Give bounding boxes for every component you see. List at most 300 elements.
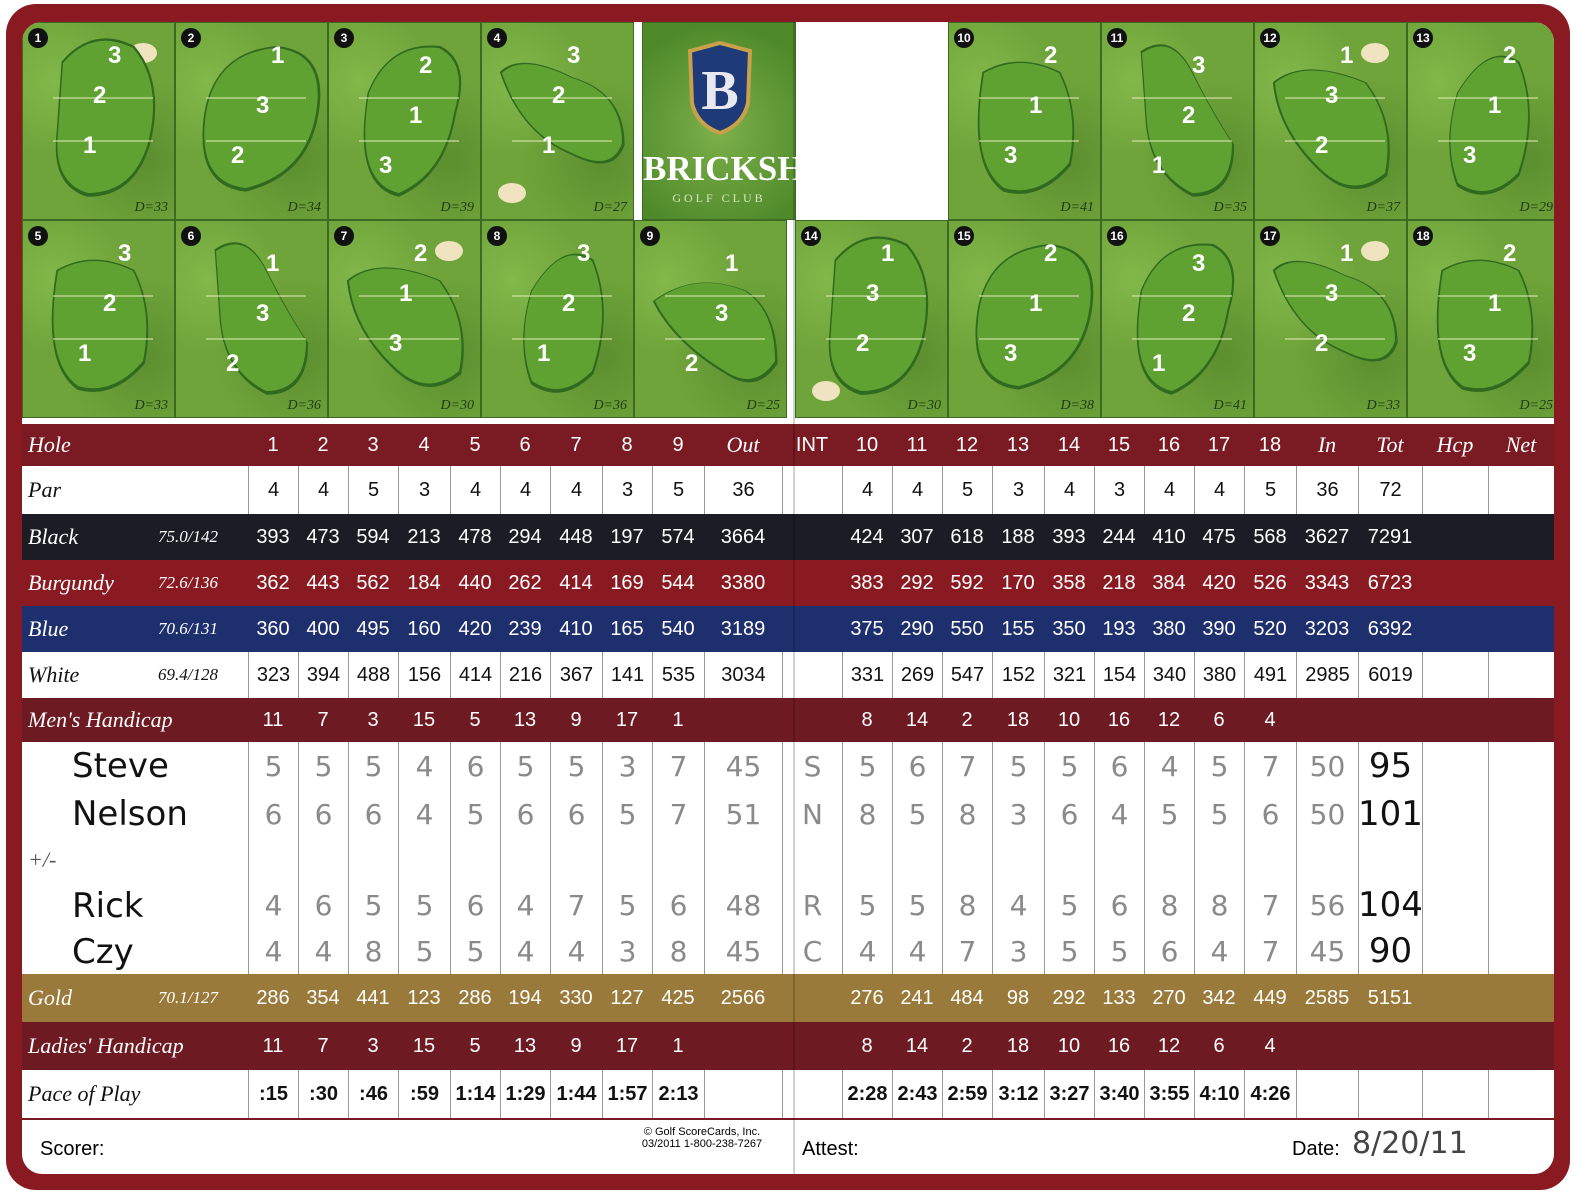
score-cell — [1358, 838, 1422, 882]
pace-of-play-row — [22, 1070, 1554, 1118]
score-cell: 1 — [672, 1034, 684, 1057]
club-subtitle: GOLF CLUB — [672, 191, 766, 205]
score-cell: 10 — [855, 433, 879, 456]
score-cell: 1 — [672, 708, 684, 731]
score-cell — [1422, 606, 1488, 652]
score-cell[interactable]: 5 — [248, 742, 298, 790]
score-cell — [782, 974, 842, 1022]
player-name[interactable]: Nelson — [72, 794, 188, 834]
green-shape-icon — [796, 221, 948, 418]
score-cell[interactable]: 4 — [992, 882, 1044, 928]
score-cell: 3:55 — [1144, 1070, 1194, 1118]
green-depth: D=38 — [1060, 398, 1094, 413]
score-cell: 18 — [1006, 708, 1030, 731]
score-cell: In — [1317, 432, 1337, 457]
score-cell[interactable]: 7 — [1244, 928, 1296, 974]
score-cell: :15 — [248, 1070, 298, 1118]
score-cell[interactable]: 3 — [602, 928, 652, 974]
svg-text:1: 1 — [1029, 92, 1043, 119]
score-cell — [1488, 514, 1554, 560]
score-cell: 331 — [842, 652, 892, 698]
svg-text:2: 2 — [1315, 132, 1329, 159]
score-cell: 9 — [570, 1034, 582, 1057]
green-depth: D=27 — [593, 200, 627, 215]
score-cell[interactable]: 7 — [550, 882, 602, 928]
score-cell[interactable]: 50 — [1296, 742, 1358, 790]
score-cell: 400 — [306, 617, 340, 640]
svg-text:3: 3 — [1463, 340, 1477, 367]
score-cell — [1488, 1022, 1554, 1070]
score-cell: 6 — [519, 433, 531, 456]
score-cell[interactable]: 4 — [1144, 742, 1194, 790]
score-cell[interactable]: 5 — [450, 928, 500, 974]
score-cell: 414 — [559, 571, 593, 594]
score-cell[interactable]: 5 — [500, 742, 550, 790]
score-cell[interactable]: 4 — [398, 742, 450, 790]
scorer-label: Scorer: — [40, 1138, 105, 1160]
score-cell: 1 — [267, 433, 279, 456]
score-cell: 547 — [942, 652, 992, 698]
green-shape-icon — [176, 23, 328, 220]
score-cell[interactable]: 5 — [1194, 790, 1244, 838]
score-cell: 390 — [1202, 617, 1236, 640]
score-cell[interactable]: 4 — [1194, 928, 1244, 974]
score-cell: 11 — [262, 708, 284, 731]
mens-handicap-row — [22, 698, 1554, 742]
score-cell[interactable]: 3 — [992, 928, 1044, 974]
green-shape-icon — [635, 221, 787, 418]
green-diagram-hole-7 — [328, 220, 481, 418]
ladies-handicap-row — [22, 1022, 1554, 1070]
score-cell — [602, 838, 652, 882]
svg-text:3: 3 — [118, 240, 132, 267]
score-cell[interactable]: 4 — [398, 790, 450, 838]
score-cell: 562 — [356, 571, 390, 594]
score-cell[interactable]: 5 — [1044, 882, 1094, 928]
svg-text:3: 3 — [108, 42, 122, 69]
score-cell — [704, 698, 782, 742]
score-cell: 540 — [661, 617, 695, 640]
svg-text:3: 3 — [866, 280, 880, 307]
score-cell: 4 — [1044, 466, 1094, 514]
score-cell: 495 — [356, 617, 390, 640]
score-cell[interactable]: 8 — [942, 882, 992, 928]
green-diagram-hole-15 — [948, 220, 1101, 418]
green-depth: D=36 — [287, 398, 321, 413]
score-cell: 3 — [367, 708, 379, 731]
score-cell[interactable] — [1488, 742, 1554, 790]
score-cell: Net — [1505, 432, 1537, 457]
hole-number-badge: 15 — [954, 226, 974, 246]
score-cell: 18 — [1006, 1034, 1030, 1057]
svg-text:2: 2 — [1044, 240, 1058, 267]
player-name[interactable]: Rick — [72, 886, 144, 926]
score-cell: 414 — [450, 652, 500, 698]
score-cell — [500, 838, 550, 882]
score-cell[interactable]: 8 — [842, 790, 892, 838]
score-cell: 574 — [661, 525, 695, 548]
svg-text:3: 3 — [389, 330, 403, 357]
green-shape-icon — [1255, 221, 1407, 418]
score-cell: 2985 — [1296, 652, 1358, 698]
score-cell[interactable]: 5 — [1144, 790, 1194, 838]
score-cell[interactable]: 5 — [992, 742, 1044, 790]
svg-text:1: 1 — [78, 340, 92, 367]
hole-number-badge: 3 — [334, 28, 354, 48]
score-cell[interactable]: 6 — [348, 790, 398, 838]
green-depth: D=35 — [1213, 200, 1247, 215]
score-cell: 154 — [1094, 652, 1144, 698]
score-cell — [1296, 838, 1358, 882]
score-cell[interactable]: 5 — [398, 928, 450, 974]
score-cell — [1244, 838, 1296, 882]
score-cell[interactable]: 5 — [450, 790, 500, 838]
green-diagram-hole-11 — [1101, 22, 1254, 220]
score-cell: 6019 — [1358, 652, 1422, 698]
par-row — [22, 466, 1554, 514]
score-cell: :59 — [398, 1070, 450, 1118]
score-cell: 362 — [256, 571, 290, 594]
score-cell[interactable]: 7 — [652, 790, 704, 838]
svg-text:3: 3 — [577, 240, 591, 267]
score-cell: 475 — [1202, 525, 1236, 548]
score-cell[interactable]: 90 — [1358, 928, 1422, 974]
hole-number-badge: 6 — [181, 226, 201, 246]
score-cell: 340 — [1144, 652, 1194, 698]
score-cell[interactable]: 50 — [1296, 790, 1358, 838]
score-cell[interactable]: 5 — [550, 742, 602, 790]
score-cell: 12 — [955, 433, 979, 456]
score-cell[interactable]: 6 — [550, 790, 602, 838]
green-depth: D=39 — [440, 200, 474, 215]
score-cell[interactable]: 4 — [500, 928, 550, 974]
svg-text:2: 2 — [552, 82, 566, 109]
score-cell[interactable]: 6 — [248, 790, 298, 838]
svg-text:2: 2 — [93, 82, 107, 109]
score-cell[interactable]: 5 — [398, 882, 450, 928]
green-depth: D=33 — [1366, 398, 1400, 413]
score-cell: 484 — [950, 986, 984, 1009]
score-cell: 3 — [602, 466, 652, 514]
score-cell[interactable]: 101 — [1358, 790, 1422, 838]
green-depth: D=41 — [1060, 200, 1094, 215]
score-cell: 9 — [672, 433, 684, 456]
green-diagram-hole-5 — [22, 220, 175, 418]
score-cell[interactable]: 8 — [1144, 882, 1194, 928]
score-cell: 441 — [356, 986, 390, 1009]
score-cell[interactable]: 6 — [500, 790, 550, 838]
score-cell — [782, 698, 842, 742]
score-cell: 7 — [317, 708, 329, 731]
score-cell — [1488, 652, 1554, 698]
player-row — [22, 790, 1554, 838]
score-cell: 1:57 — [602, 1070, 652, 1118]
score-cell — [782, 560, 842, 606]
score-cell: 13 — [1006, 433, 1030, 456]
svg-text:1: 1 — [266, 250, 280, 277]
score-cell: 276 — [850, 986, 884, 1009]
row-label: Burgundy — [28, 570, 114, 595]
row-label: Pace of Play — [28, 1081, 141, 1106]
score-cell[interactable] — [1488, 882, 1554, 928]
score-cell[interactable]: 95 — [1358, 742, 1422, 790]
footer-divider — [22, 1118, 1554, 1120]
score-cell[interactable]: 4 — [500, 882, 550, 928]
hole-number-badge: 11 — [1107, 28, 1127, 48]
score-cell — [1296, 1022, 1358, 1070]
score-cell: 5 — [469, 708, 481, 731]
score-cell: 16 — [1107, 708, 1131, 731]
player-name[interactable]: Steve — [72, 746, 169, 786]
score-cell — [892, 838, 942, 882]
green-diagram-hole-13 — [1407, 22, 1554, 220]
score-cell: 13 — [513, 1034, 537, 1057]
score-cell: 473 — [306, 525, 340, 548]
score-cell: 2:59 — [942, 1070, 992, 1118]
score-cell: 3189 — [720, 617, 766, 640]
green-shape-icon — [329, 221, 481, 418]
score-cell[interactable]: 3 — [602, 742, 652, 790]
hole-number-badge: 1 — [28, 28, 48, 48]
score-cell: 5 — [1244, 466, 1296, 514]
score-cell: 6 — [1213, 1034, 1225, 1057]
score-cell: 239 — [508, 617, 542, 640]
score-cell: 15 — [412, 1034, 436, 1057]
score-cell — [1422, 838, 1488, 882]
score-cell[interactable]: 6 — [1094, 742, 1144, 790]
score-cell[interactable]: 5 — [892, 882, 942, 928]
score-cell[interactable]: 7 — [1244, 882, 1296, 928]
svg-text:1: 1 — [409, 102, 423, 129]
score-cell — [1488, 974, 1554, 1022]
row-label: Gold — [28, 985, 72, 1010]
score-cell: 3203 — [1304, 617, 1350, 640]
score-cell[interactable]: 4 — [550, 928, 602, 974]
score-cell: 3 — [367, 1034, 379, 1057]
score-cell: 3343 — [1304, 571, 1350, 594]
score-cell[interactable] — [1488, 928, 1554, 974]
score-cell: 13 — [513, 708, 537, 731]
score-cell — [1422, 514, 1488, 560]
score-cell — [1358, 1022, 1422, 1070]
score-cell[interactable]: 7 — [652, 742, 704, 790]
score-cell[interactable]: 4 — [842, 928, 892, 974]
score-cell: 410 — [559, 617, 593, 640]
score-cell[interactable]: 5 — [842, 742, 892, 790]
score-cell: 2 — [961, 708, 973, 731]
score-cell: 520 — [1253, 617, 1287, 640]
tee-rating: 72.6/136 — [158, 573, 218, 592]
score-cell: 286 — [256, 986, 290, 1009]
score-cell[interactable]: 7 — [942, 742, 992, 790]
score-cell: 127 — [610, 986, 644, 1009]
score-cell: 1:14 — [450, 1070, 500, 1118]
score-cell: 17 — [1207, 433, 1231, 456]
score-cell[interactable]: R — [782, 882, 842, 928]
score-cell[interactable]: 6 — [1094, 882, 1144, 928]
score-cell[interactable]: 5 — [842, 882, 892, 928]
score-cell — [842, 838, 892, 882]
svg-text:1: 1 — [542, 132, 556, 159]
score-cell: 15 — [412, 708, 436, 731]
score-cell: 294 — [508, 525, 542, 548]
svg-text:2: 2 — [685, 350, 699, 377]
score-cell: 380 — [1152, 617, 1186, 640]
score-cell: 321 — [1044, 652, 1094, 698]
score-cell[interactable]: 4 — [1094, 790, 1144, 838]
svg-text:2: 2 — [856, 330, 870, 357]
score-cell: 367 — [550, 652, 602, 698]
svg-text:2: 2 — [1503, 42, 1517, 69]
score-cell: 375 — [850, 617, 884, 640]
score-cell: 478 — [458, 525, 492, 548]
score-cell: 384 — [1152, 571, 1186, 594]
score-cell: :30 — [298, 1070, 348, 1118]
score-cell[interactable]: 104 — [1358, 882, 1422, 928]
score-cell[interactable]: 7 — [942, 928, 992, 974]
score-cell: 197 — [610, 525, 644, 548]
score-cell: 10 — [1057, 708, 1081, 731]
score-cell: 292 — [1052, 986, 1086, 1009]
player-row — [22, 928, 1554, 974]
score-cell[interactable]: 5 — [1044, 742, 1094, 790]
score-cell[interactable] — [1422, 790, 1488, 838]
row-label: +/- — [28, 847, 57, 872]
score-cell[interactable]: 6 — [298, 790, 348, 838]
score-cell[interactable]: 6 — [652, 882, 704, 928]
score-cell[interactable]: 8 — [1194, 882, 1244, 928]
score-cell[interactable]: 6 — [298, 882, 348, 928]
green-shape-icon — [176, 221, 328, 418]
score-cell: 11 — [906, 433, 928, 456]
score-cell: 36 — [704, 466, 782, 514]
tee-rating: 69.4/128 — [158, 665, 218, 684]
date-label: Date: — [1292, 1138, 1340, 1160]
tee-row-white — [22, 652, 1554, 698]
score-cell[interactable]: 5 — [602, 882, 652, 928]
green-depth: D=41 — [1213, 398, 1247, 413]
score-cell[interactable]: 5 — [602, 790, 652, 838]
score-cell[interactable]: 56 — [1296, 882, 1358, 928]
score-cell: 244 — [1102, 525, 1136, 548]
score-cell: 6392 — [1367, 617, 1413, 640]
svg-text:3: 3 — [256, 92, 270, 119]
score-cell — [782, 606, 842, 652]
score-cell[interactable] — [1422, 882, 1488, 928]
score-cell[interactable]: 4 — [248, 928, 298, 974]
score-cell: 2:43 — [892, 1070, 942, 1118]
score-cell[interactable]: 6 — [1044, 790, 1094, 838]
score-cell: 424 — [850, 525, 884, 548]
score-cell: 2585 — [1304, 986, 1350, 1009]
green-shape-icon — [482, 221, 634, 418]
score-cell: 2:28 — [842, 1070, 892, 1118]
svg-text:3: 3 — [1325, 82, 1339, 109]
svg-text:3: 3 — [1192, 52, 1206, 79]
hole-number-badge: 8 — [487, 226, 507, 246]
player-name[interactable]: Czy — [72, 932, 134, 972]
svg-text:1: 1 — [1488, 92, 1502, 119]
svg-text:1: 1 — [1029, 290, 1043, 317]
row-label: Hole — [28, 432, 71, 457]
score-cell[interactable]: 5 — [348, 742, 398, 790]
score-cell[interactable]: 6 — [450, 742, 500, 790]
score-cell[interactable]: 4 — [248, 882, 298, 928]
score-cell[interactable]: 8 — [942, 790, 992, 838]
score-cell[interactable]: 5 — [1044, 928, 1094, 974]
score-cell[interactable] — [1422, 742, 1488, 790]
green-diagram-hole-9 — [634, 220, 787, 418]
score-cell: 16 — [1157, 433, 1181, 456]
score-cell[interactable]: 45 — [704, 742, 782, 790]
score-cell[interactable]: 5 — [1194, 742, 1244, 790]
score-cell[interactable]: 8 — [652, 928, 704, 974]
score-cell — [398, 838, 450, 882]
score-cell: 4 — [550, 466, 602, 514]
score-cell[interactable] — [1422, 928, 1488, 974]
score-cell: 170 — [1001, 571, 1035, 594]
score-cell[interactable] — [1488, 790, 1554, 838]
score-cell[interactable]: 7 — [1244, 742, 1296, 790]
green-diagram-hole-2 — [175, 22, 328, 220]
svg-text:1: 1 — [881, 240, 895, 267]
score-cell[interactable]: 5 — [892, 790, 942, 838]
hole-number-badge: 13 — [1413, 28, 1433, 48]
score-cell — [1296, 698, 1358, 742]
score-cell[interactable]: 45 — [1296, 928, 1358, 974]
score-cell: 383 — [850, 571, 884, 594]
score-cell[interactable]: 3 — [992, 790, 1044, 838]
score-cell: 160 — [407, 617, 441, 640]
score-cell[interactable]: 5 — [298, 742, 348, 790]
score-cell: 8 — [861, 1034, 873, 1057]
hole-number-badge: 16 — [1107, 226, 1127, 246]
score-cell — [1422, 652, 1488, 698]
score-cell[interactable]: 8 — [348, 928, 398, 974]
score-cell: 4 — [892, 466, 942, 514]
score-cell[interactable]: S — [782, 742, 842, 790]
svg-text:2: 2 — [562, 290, 576, 317]
score-cell: 17 — [615, 1034, 639, 1057]
green-diagram-hole-17 — [1254, 220, 1407, 418]
green-shape-icon — [23, 221, 175, 418]
svg-text:2: 2 — [1503, 240, 1517, 267]
score-cell — [782, 1022, 842, 1070]
score-cell[interactable]: 6 — [1144, 928, 1194, 974]
score-cell[interactable]: 4 — [298, 928, 348, 974]
score-cell — [450, 838, 500, 882]
score-cell[interactable]: 6 — [892, 742, 942, 790]
score-cell[interactable]: 5 — [348, 882, 398, 928]
score-cell[interactable]: N — [782, 790, 842, 838]
score-cell[interactable]: 48 — [704, 882, 782, 928]
score-cell: 3 — [398, 466, 450, 514]
score-cell[interactable]: 4 — [892, 928, 942, 974]
svg-text:1: 1 — [1340, 42, 1354, 69]
score-cell — [782, 466, 842, 514]
score-cell[interactable]: C — [782, 928, 842, 974]
score-cell[interactable]: 6 — [450, 882, 500, 928]
score-cell: 123 — [407, 986, 441, 1009]
svg-text:3: 3 — [1004, 142, 1018, 169]
score-cell[interactable]: 51 — [704, 790, 782, 838]
score-cell[interactable]: 45 — [704, 928, 782, 974]
score-cell[interactable]: 5 — [1094, 928, 1144, 974]
score-cell[interactable]: 6 — [1244, 790, 1296, 838]
score-cell: 2 — [961, 1034, 973, 1057]
score-cell: :46 — [348, 1070, 398, 1118]
score-cell: 323 — [248, 652, 298, 698]
